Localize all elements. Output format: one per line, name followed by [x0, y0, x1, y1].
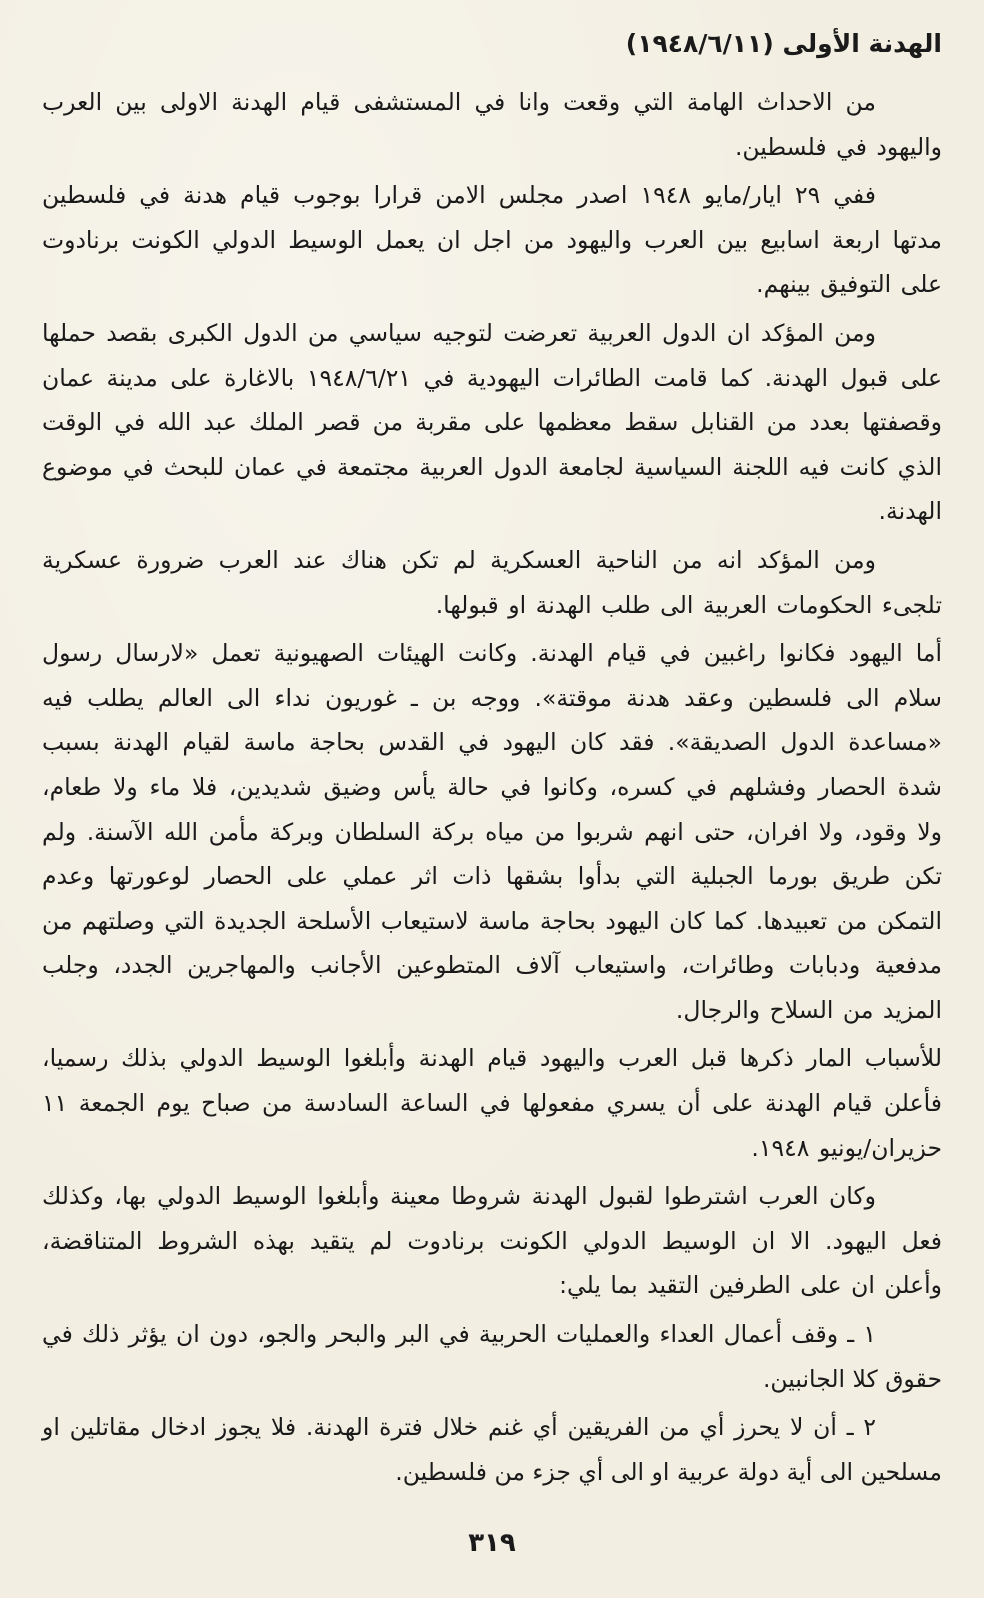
- list-item-1: ١ ـ وقف أعمال العداء والعمليات الحربية في البر والبحر والجو، دون ان يؤثر ذلك في حقوق كلا الجانبين.: [42, 1320, 942, 1393]
- paragraph-1: من الاحداث الهامة التي وقعت وانا في المستشفى قيام الهدنة الاولى بين العرب واليهود في فلسطين.: [42, 88, 942, 161]
- paragraph-6: للأسباب المار ذكرها قبل العرب واليهود قيام الهدنة وأبلغوا الوسيط الدولي بذلك رسميا، فأعلن قيام الهدنة على أن يسري مفعولها في الساعة السادسة من صباح يوم الجمعة ١١ حزيران/يونيو ١٩٤٨.: [42, 1044, 942, 1162]
- page-number: ٣١٩: [468, 1528, 516, 1558]
- paragraph-3: ومن المؤكد ان الدول العربية تعرضت لتوجيه سياسي من الدول الكبرى بقصد حملها على قبول الهدنة. كما قامت الطائرات اليهودية في ١٩٤٨/٦/٢١ بالاغارة على مدينة عمان وقصفتها بعدد من القنابل سقط معظمها على مقربة من قصر الملك عبد الله في الوقت الذي كانت فيه اللجنة السياسية لجامعة الدول العربية مجتمعة في عمان للبحث في موضوع الهدنة.: [42, 318, 942, 526]
- list-item-2: ٢ ـ أن لا يحرز أي من الفريقين أي غنم خلال فترة الهدنة. فلا يجوز ادخال مقاتلين او مسلحين الى أية دولة عربية او الى أي جزء من فلسطين.: [42, 1413, 942, 1486]
- paragraph-5: أما اليهود فكانوا راغبين في قيام الهدنة. وكانت الهيئات الصهيونية تعمل «لارسال رسول سلام الى فلسطين وعقد هدنة موقتة». ووجه بن ـ غوريون نداء الى العالم يطلب فيه «مساعدة الدول الصديقة». فقد كان اليهود في القدس بحاجة ماسة لقيام الهدنة بسبب شدة الحصار وفشلهم في كسره، وكانوا في حالة يأس وضيق شديدين، فلا ماء ولا طعام، ولا وقود، ولا افران، حتى انهم شربوا من مياه بركة السلطان وبركة مأمن الله الآسنة. ولم تكن طريق بورما الجبلية التي بدأوا بشقها ذات اثر عملي على الحصار لوعورتها وعدم التمكن من تعبيدها. كما كان اليهود بحاجة ماسة لاستيعاب الأسلحة الجديدة التي وصلتهم من مدفعية ودبابات وطائرات، واستيعاب آلاف المتطوعين الأجانب والمهاجرين الجدد، وجلب المزيد من السلاح والرجال.: [42, 639, 942, 1024]
- paragraph-2: ففي ٢٩ ايار/مايو ١٩٤٨ اصدر مجلس الامن قرارا بوجوب قيام هدنة في فلسطين مدتها اربعة اسابيع بين العرب واليهود من اجل ان يعمل الوسيط الدولي الكونت برنادوت على التوفيق بينهم.: [42, 181, 942, 299]
- paragraph-7: وكان العرب اشترطوا لقبول الهدنة شروطا معينة وأبلغوا الوسيط الدولي بها، وكذلك فعل اليهود. الا ان الوسيط الدولي الكونت برنادوت لم يتقيد بهذه الشروط المتناقضة، وأعلن ان على الطرفين التقيد بما يلي:: [42, 1182, 942, 1300]
- section-title: الهدنة الأولى (١٩٤٨/٦/١١): [625, 29, 942, 58]
- paragraph-4: ومن المؤكد انه من الناحية العسكرية لم تكن هناك عند العرب ضرورة عسكرية تلجىء الحكومات العربية الى طلب الهدنة او قبولها.: [42, 545, 942, 619]
